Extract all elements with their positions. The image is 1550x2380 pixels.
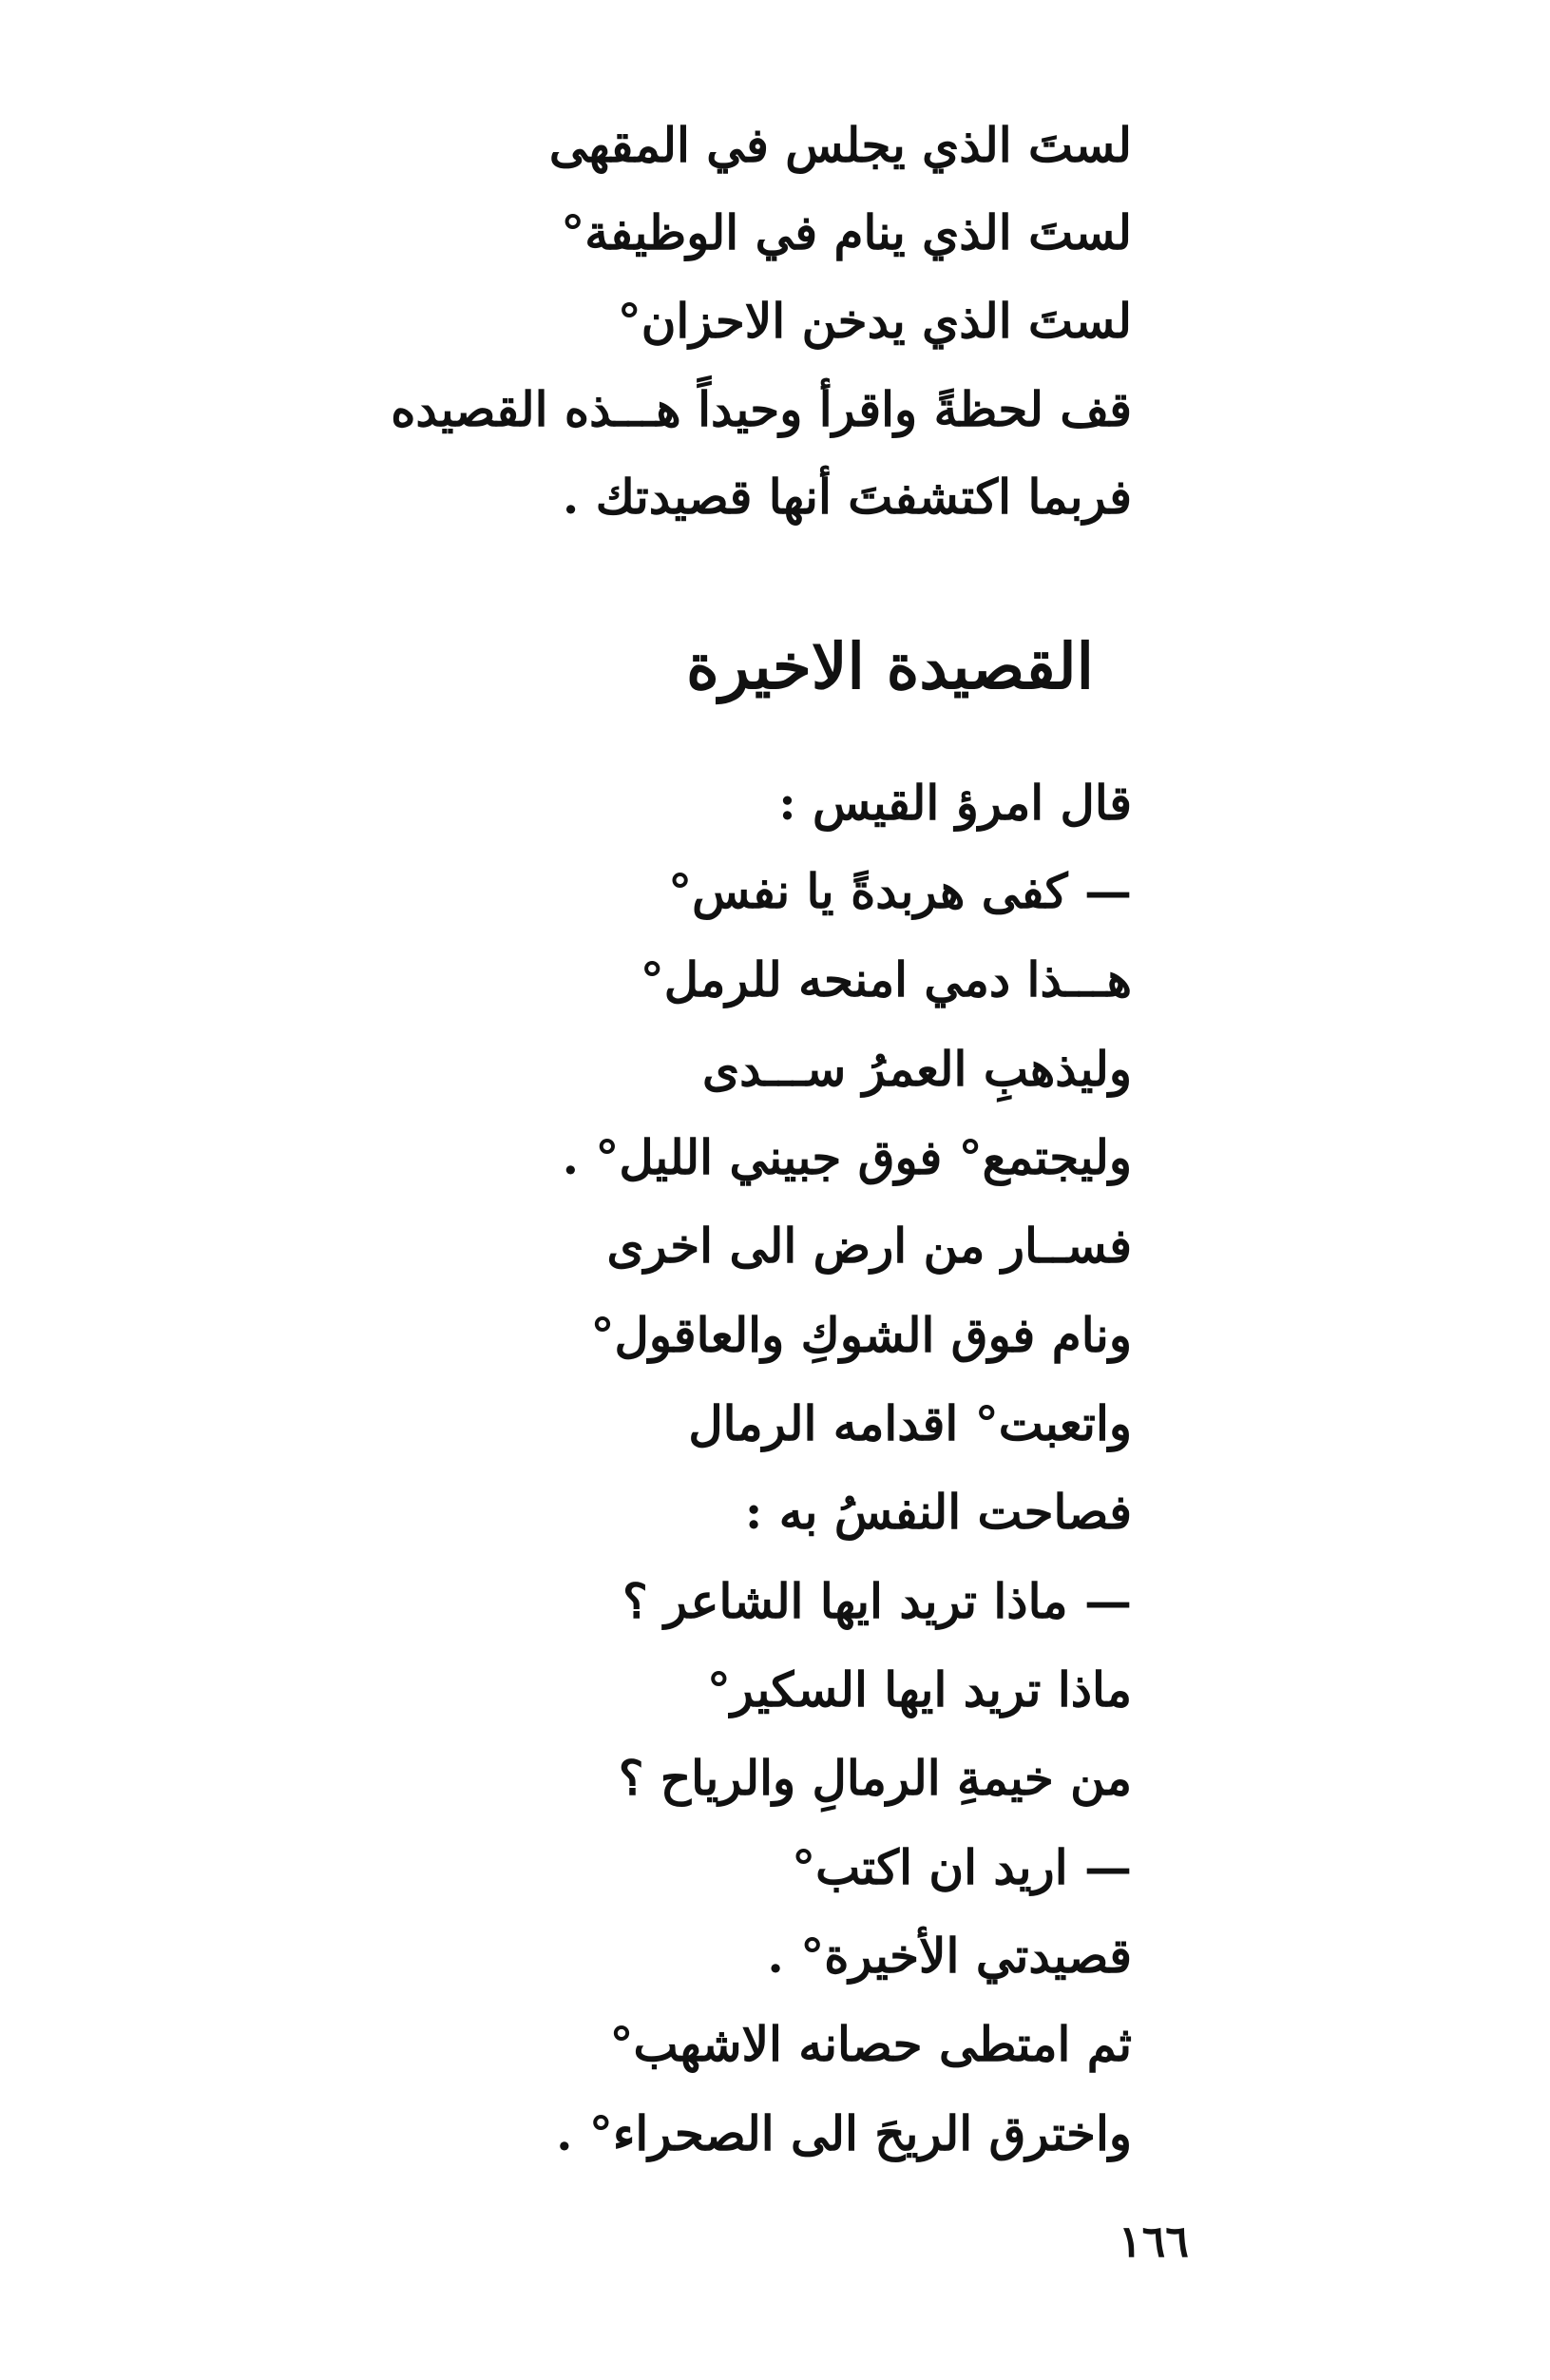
verse-line: واتعبت° اقدامه الرمال <box>688 1395 1132 1451</box>
verse-line: لستَ الذي يدخن الاحزان° <box>617 293 1132 349</box>
verse-line: فصاحت النفسُ به : <box>744 1484 1132 1540</box>
verse-line: لستَ الذي ينام في الوظيفة° <box>561 204 1132 260</box>
verse-line: ثم امتطى حصانه الاشهب° <box>609 2016 1132 2072</box>
verse-line: وليذهبِ العمرُ ســـدى <box>702 1041 1132 1097</box>
verse-line: ونام فوق الشوكِ والعاقول° <box>590 1307 1132 1363</box>
verse-line: قصيدتي الأخيرة° . <box>767 1928 1132 1984</box>
verse-line: من خيمةِ الرمالِ والرياح ؟ <box>618 1750 1132 1806</box>
verse-line: لستَ الذي يجلس في المقهى <box>548 117 1132 173</box>
verse-line: فربما اكتشفتَ أنها قصيدتك . <box>562 469 1132 525</box>
verse-line: قف لحظةً واقرأ وحيداً هـــذه القصيده <box>391 381 1132 437</box>
verse-line: ماذا تريد ايها السكير° <box>706 1661 1132 1718</box>
verse-line: قال امرؤ القيس : <box>778 775 1132 831</box>
verse-line: — ماذا تريد ايها الشاعر ؟ <box>622 1573 1132 1629</box>
verse-line: وليجتمع° فوق جبيني الليل° . <box>562 1129 1132 1185</box>
verse-line: فســار من ارض الى اخرى <box>606 1218 1132 1274</box>
verse-line: واخترق الريحَ الى الصحراء° . <box>556 2105 1132 2161</box>
page-number: ١٦٦ <box>1118 2216 1189 2267</box>
verse-line: هـــذا دمي امنحه للرمل° <box>640 951 1132 1008</box>
verse-line: — اريد ان اكتب° <box>792 1839 1132 1895</box>
verse-line: — كفى هربدةً يا نفس° <box>668 863 1132 919</box>
poem-title: القصيدة الاخيرة <box>686 629 1094 703</box>
